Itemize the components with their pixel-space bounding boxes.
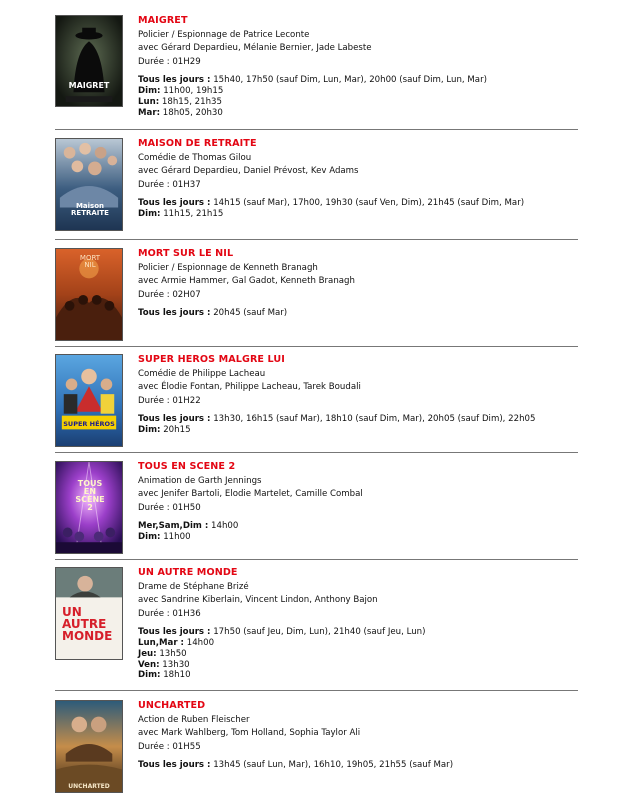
poster-maison-de-retraite[interactable]	[55, 138, 123, 231]
poster-super-heros[interactable]	[55, 354, 123, 447]
schedule-line: Jeu: 13h50	[138, 648, 187, 659]
film-duration: Durée : 01H55	[138, 741, 201, 752]
film-info	[138, 567, 578, 681]
poster-tous-en-scene-2[interactable]	[55, 461, 123, 554]
schedule-line: Dim: 11h00, 19h15	[138, 86, 224, 97]
film-title[interactable]: MAISON DE RETRAITE	[138, 138, 257, 149]
film-genre: Comédie de Thomas Gilou	[138, 153, 252, 163]
film-duration: Durée : 01H36	[138, 608, 201, 619]
schedule-line: Mar: 18h05, 20h30	[138, 107, 223, 118]
schedule-line: Dim: 11h15, 21h15	[138, 209, 224, 220]
divider	[55, 559, 578, 560]
poster-art	[56, 16, 122, 106]
film-info	[138, 15, 578, 118]
film-cast: avec Armie Hammer, Gal Gadot, Kenneth Branagh	[138, 276, 355, 287]
schedule-line: Tous les jours : 13h30, 16h15 (sauf Mar), 18h10 (sauf Dim, Mar), 20h05 (sauf Dim), 22h05	[138, 414, 536, 425]
film-cast: avec Jenifer Bartoli, Elodie Martelet, Camille Combal	[138, 489, 363, 500]
film-genre: Drame de Stéphane Brizé	[138, 582, 249, 592]
schedule-line: Tous les jours : 15h40, 17h50 (sauf Dim, Lun, Mar), 20h00 (sauf Dim, Lun, Mar)	[138, 75, 487, 86]
divider	[55, 452, 578, 453]
schedule-line: Mer,Sam,Dim : 14h00	[138, 521, 239, 532]
schedule-line: Dim: 11h00	[138, 532, 191, 543]
schedule-line: Tous les jours : 17h50 (sauf Jeu, Dim, Lun), 21h40 (sauf Jeu, Lun)	[138, 627, 426, 638]
film-genre: Policier / Espionnage de Kenneth Branagh	[138, 263, 318, 273]
poster-uncharted[interactable]	[55, 700, 123, 793]
film-cast: avec Gérard Depardieu, Daniel Prévost, Kev Adams	[138, 166, 359, 177]
divider	[55, 346, 578, 347]
film-info	[138, 461, 578, 543]
film-genre: Animation de Garth Jennings	[138, 476, 262, 486]
schedule-line: Dim: 20h15	[138, 425, 191, 436]
poster-art	[56, 355, 122, 446]
film-cast: avec Élodie Fontan, Philippe Lacheau, Tarek Boudali	[138, 382, 361, 393]
schedule-line: Tous les jours : 13h45 (sauf Lun, Mar), 16h10, 19h05, 21h55 (sauf Mar)	[138, 760, 454, 771]
film-title[interactable]: UN AUTRE MONDE	[138, 567, 238, 578]
film-genre: Policier / Espionnage de Patrice Leconte	[138, 30, 310, 40]
poster-title: Maison RETRAITE	[71, 202, 109, 217]
film-info	[138, 700, 578, 771]
poster-title: MAIGRET	[68, 81, 110, 90]
poster-maigret[interactable]	[55, 15, 123, 107]
poster-art	[56, 701, 122, 792]
poster-title: SUPER HÉROS	[63, 420, 115, 428]
film-duration: Durée : 01H50	[138, 502, 201, 513]
film-duration: Durée : 01H22	[138, 395, 201, 406]
poster-mort-sur-le-nil[interactable]	[55, 248, 123, 341]
film-info	[138, 248, 578, 319]
poster-un-autre-monde[interactable]	[55, 567, 123, 660]
film-cast: avec Gérard Depardieu, Mélanie Bernier, Jade Labeste	[138, 43, 372, 54]
film-title[interactable]: TOUS EN SCENE 2	[138, 461, 236, 472]
film-duration: Durée : 01H37	[138, 179, 201, 190]
film-info	[138, 354, 578, 436]
schedule-line: Ven: 13h30	[138, 659, 190, 670]
film-duration: Durée : 02H07	[138, 289, 201, 300]
film-genre: Action de Ruben Fleischer	[138, 715, 250, 725]
schedule-line: Lun: 18h15, 21h35	[138, 96, 222, 107]
film-title[interactable]: MORT SUR LE NIL	[138, 248, 234, 259]
schedule-line: Tous les jours : 20h45 (sauf Mar)	[138, 308, 288, 319]
film-cast: avec Mark Wahlberg, Tom Holland, Sophia Taylor Ali	[138, 728, 361, 739]
film-title[interactable]: SUPER HEROS MALGRE LUI	[138, 354, 285, 365]
film-genre: Comédie de Philippe Lacheau	[138, 369, 266, 379]
film-info	[138, 138, 578, 220]
poster-title: UNCHARTED	[68, 783, 110, 790]
film-title[interactable]: UNCHARTED	[138, 700, 206, 711]
divider	[55, 129, 578, 130]
film-duration: Durée : 01H29	[138, 56, 201, 67]
schedule-line: Lun,Mar : 14h00	[138, 638, 215, 649]
schedule-line: Tous les jours : 14h15 (sauf Mar), 17h00, 19h30 (sauf Ven, Dim), 21h45 (sauf Dim, Mar)	[138, 198, 525, 209]
poster-title: MORT NIL	[79, 254, 101, 269]
poster-title: UN AUTRE MONDE	[62, 605, 113, 643]
divider	[55, 690, 578, 691]
film-title[interactable]: MAIGRET	[138, 15, 188, 26]
divider	[55, 239, 578, 240]
poster-title: TOUS EN SCÈNE 2	[75, 479, 105, 512]
schedule-line: Dim: 18h10	[138, 670, 191, 681]
film-cast: avec Sandrine Kiberlain, Vincent Lindon, Anthony Bajon	[138, 595, 378, 606]
